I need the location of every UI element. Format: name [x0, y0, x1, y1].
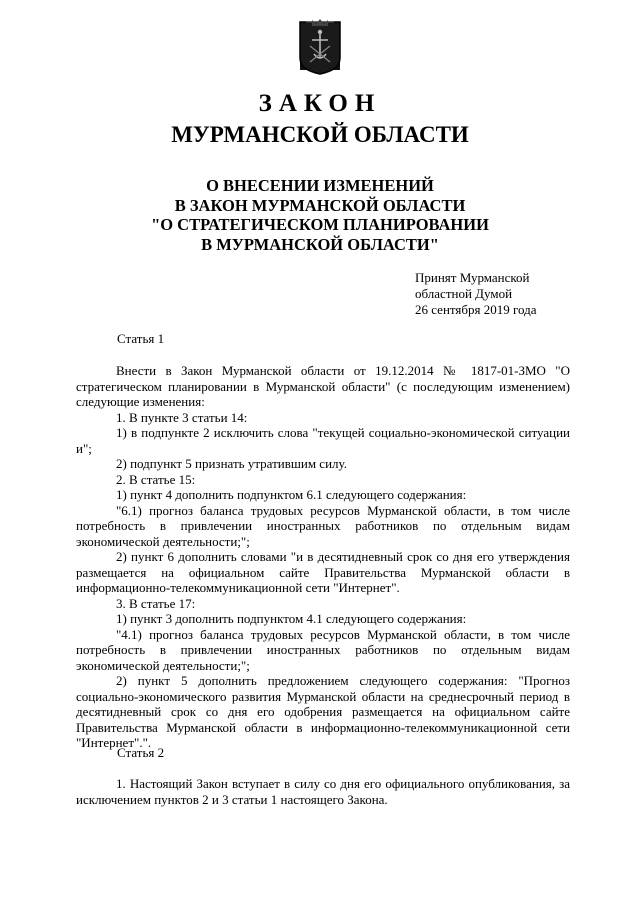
paragraph: "6.1) прогноз баланса трудовых ресурсов Мурманской области, в том числе потребность в привлечении иностранных работников по отдельным видам экономической деятельности;";	[76, 502, 570, 549]
paragraph: "4.1) прогноз баланса трудовых ресурсов Мурманской области, в том числе потребность в привлечении иностранных работников по отдельным видам экономической деятельности;";	[76, 626, 570, 673]
paragraph: 1. Настоящий Закон вступает в силу со дня его официального опубликования, за исключением пунктов 2 и 3 статьи 1 настоящего Закона.	[76, 776, 570, 807]
paragraph: 3. В статье 17:	[116, 595, 196, 611]
adoption-note	[415, 270, 537, 318]
paragraph: 1. В пункте 3 статьи 14:	[116, 409, 248, 425]
subtitle-line: О ВНЕСЕНИИ ИЗМЕНЕНИЙ	[206, 176, 434, 195]
subtitle-line: В МУРМАНСКОЙ ОБЛАСТИ"	[201, 234, 439, 254]
adoption-line: Принят Мурманской	[415, 270, 530, 285]
article-1-body	[76, 363, 570, 751]
subtitle-line: "О СТРАТЕГИЧЕСКОМ ПЛАНИРОВАНИИ	[151, 215, 489, 234]
paragraph: 2) пункт 5 дополнить предложением следующего содержания: "Прогноз социально-экономического развития Мурманской области на среднесрочный период в десятидневный срок со дня его одобрения размещается на официальном сайте Правительства Мурманской области в информационно-телекоммуникационной сети "Интернет".".	[76, 673, 570, 750]
article-2-heading: Статья 2	[117, 745, 165, 760]
adoption-line: областной Думой	[415, 286, 513, 301]
adoption-date: 26 сентября 2019 года	[415, 302, 537, 317]
law-subtitle	[0, 176, 640, 254]
paragraph: 1) пункт 4 дополнить подпунктом 6.1 следующего содержания:	[116, 487, 467, 502]
paragraph: 2) подпункт 5 признать утратившим силу.	[116, 456, 347, 471]
paragraph: 2) пункт 6 дополнить словами "и в десятидневный срок со дня его утверждения размещается на официальном сайте Правительства Мурманской области в информационно-телекоммуникационной сети "Интернет".	[76, 549, 570, 595]
article-2-body	[76, 776, 570, 807]
article-1-heading: Статья 1	[117, 331, 165, 346]
paragraph: Внести в Закон Мурманской области от 19.12.2014 № 1817-01-ЗМО "О стратегическом планировании в Мурманской области" (с последующим изменением) следующие изменения:	[76, 363, 570, 409]
subtitle-line: В ЗАКОН МУРМАНСКОЙ ОБЛАСТИ	[174, 195, 466, 215]
law-title: ЗАКОН	[258, 90, 382, 117]
paragraph: 1) в подпункте 2 исключить слова "текущей социально-экономической ситуации и";	[76, 425, 570, 456]
coat-of-arms-icon	[298, 18, 342, 76]
paragraph: 1) пункт 3 дополнить подпунктом 4.1 следующего содержания:	[116, 611, 467, 626]
paragraph: 2. В статье 15:	[116, 471, 196, 487]
region-title: МУРМАНСКОЙ ОБЛАСТИ	[171, 122, 469, 147]
